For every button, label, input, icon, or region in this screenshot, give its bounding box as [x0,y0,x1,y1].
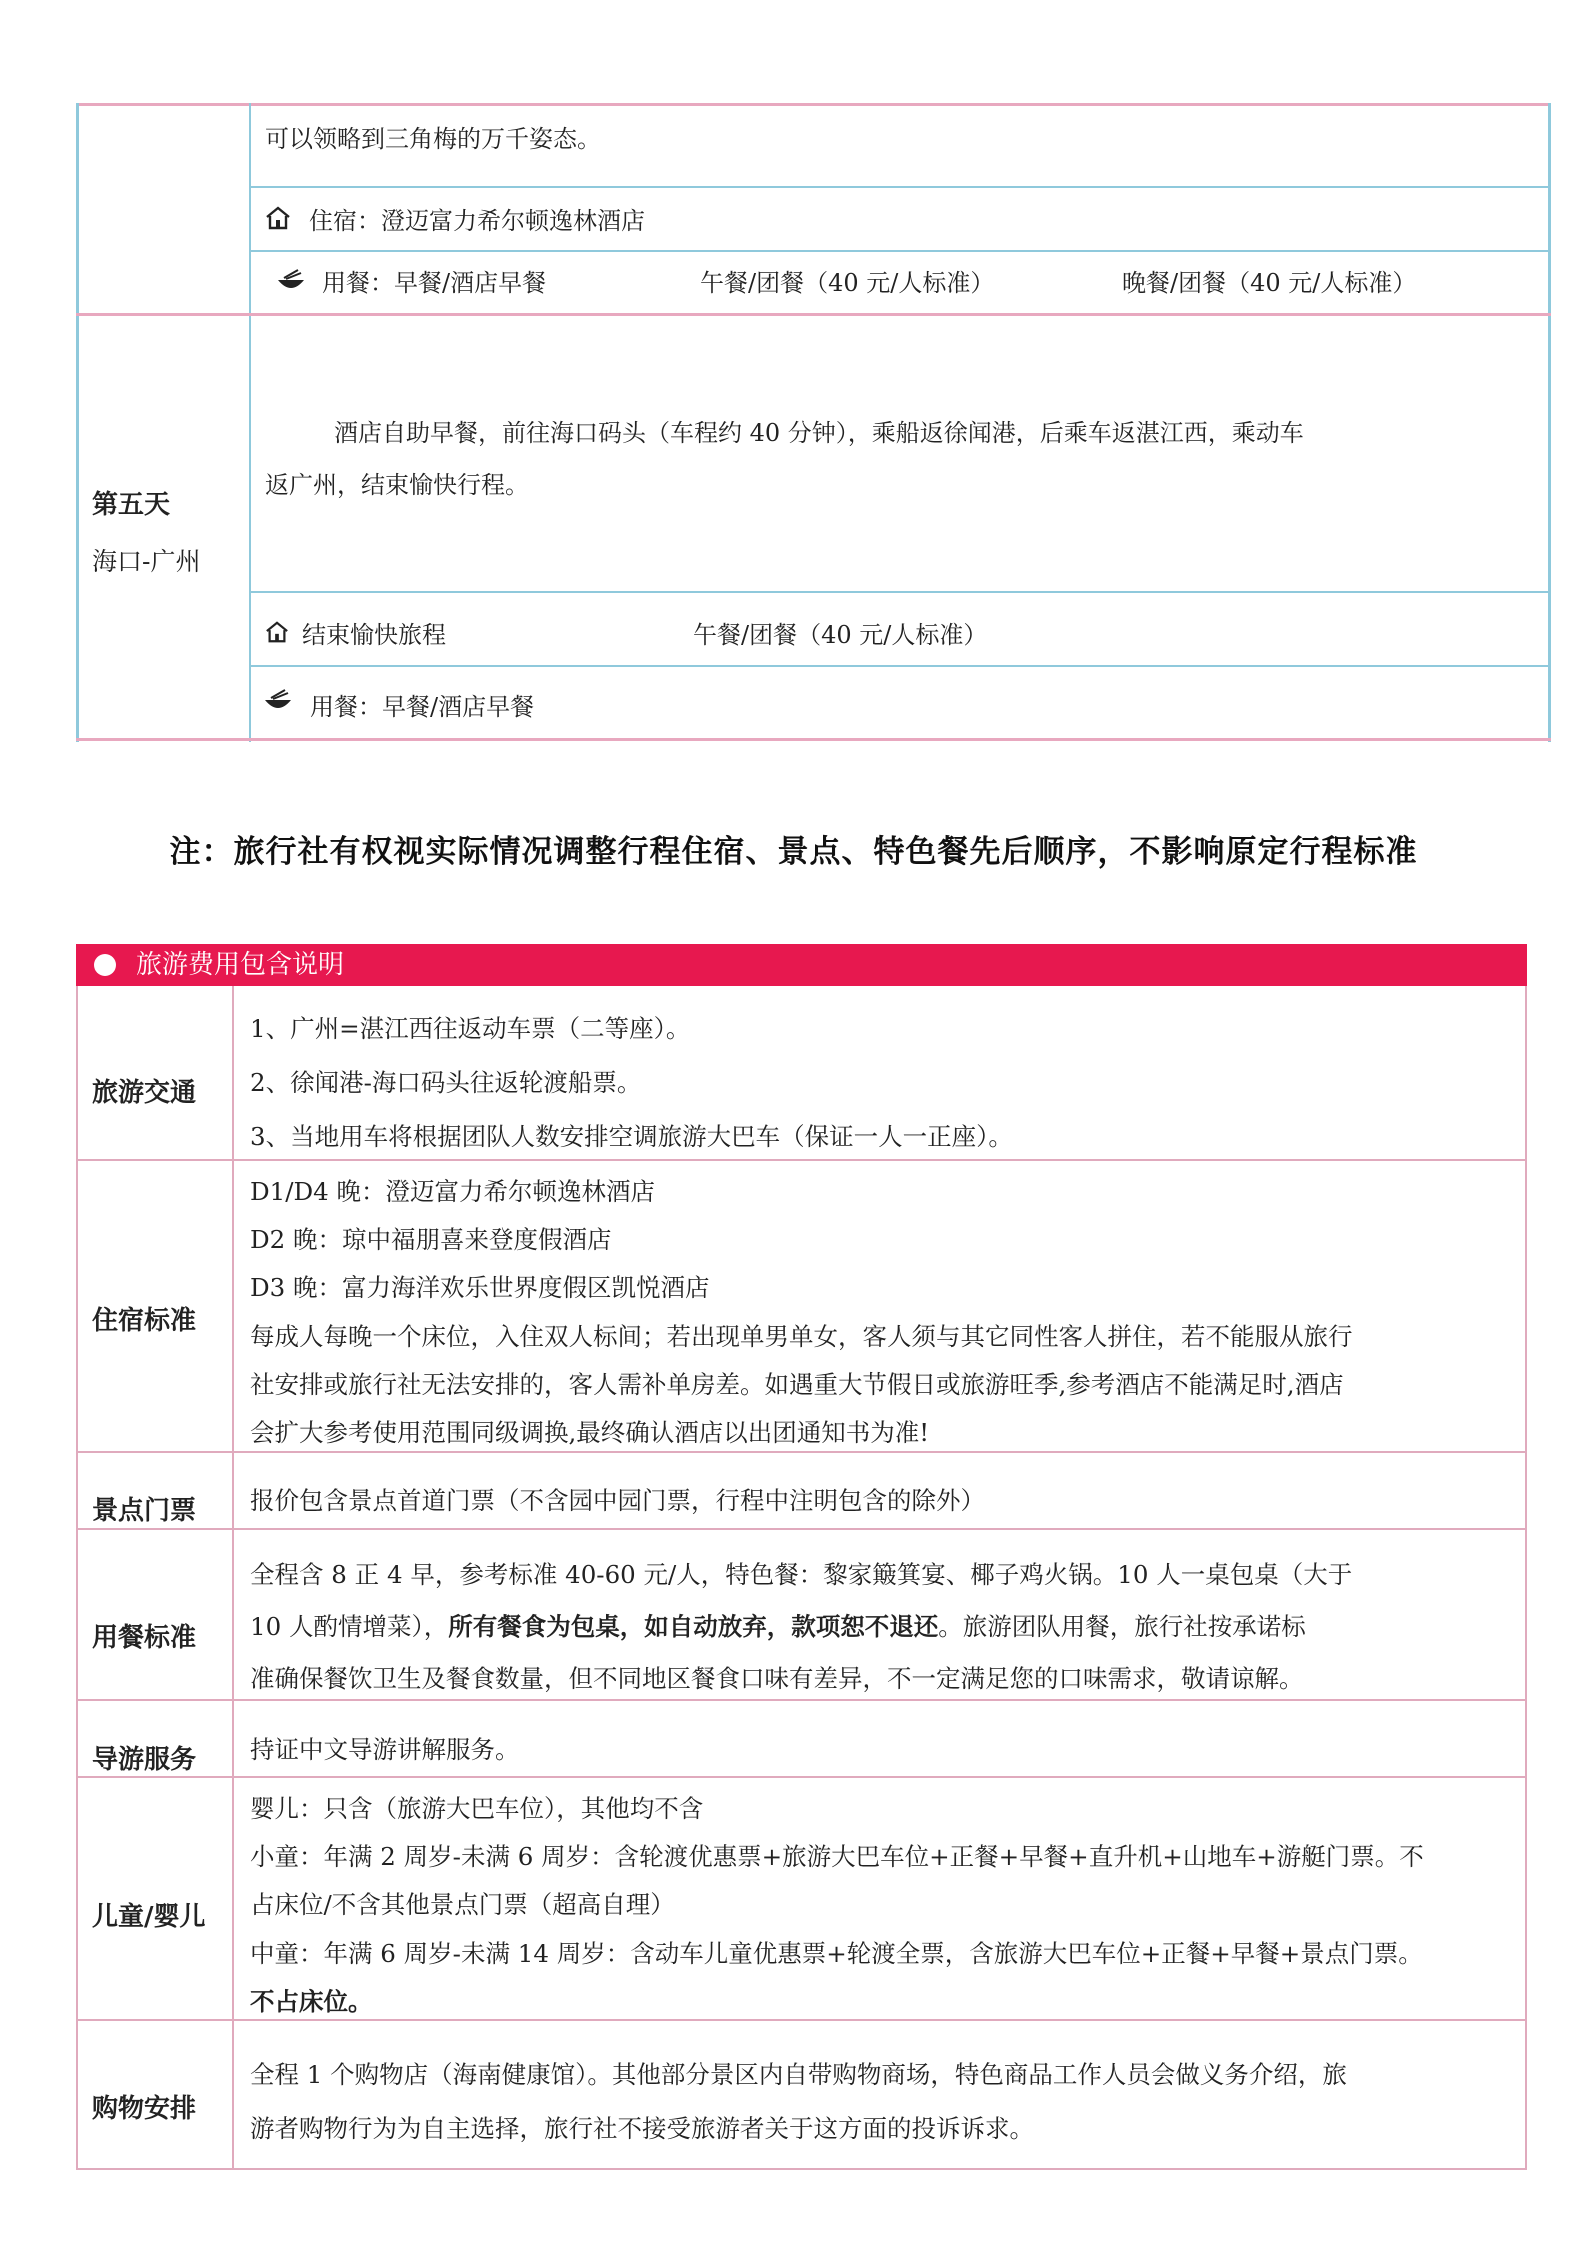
tickets-text: 报价包含景点首道门票（不含园中园门票，行程中注明包含的除外） [250,1486,985,1515]
home-icon [265,620,289,644]
day5-meals: 用餐：早餐/酒店早餐 [310,693,535,721]
bullet-dot-icon [94,954,116,976]
fees-header-title: 旅游费用包含说明 [136,950,345,980]
fees-row-line [76,1451,1527,1453]
fees-row-line [76,1776,1527,1778]
meals-line3: 准确保餐饮卫生及餐食数量，但不同地区餐食口味有差异，不一定满足您的口味需求，敬请谅解。 [250,1664,1304,1693]
meals-line2-a: 10 人酌情增菜）， [250,1612,449,1641]
guide-label: 导游服务 [92,1745,197,1775]
tickets-label: 景点门票 [92,1496,197,1526]
itinerary-left-border [76,103,79,742]
fees-row-line [76,2019,1527,2021]
children-label: 儿童/婴儿 [92,1902,206,1932]
children-bold-line: 不占床位。 [250,1987,373,2016]
day5-label: 第五天 [92,490,171,520]
lodging-line: D1/D4 晚：澄迈富力希尔顿逸林酒店 [250,1177,656,1206]
day5-end-text: 结束愉快旅程 [302,621,446,649]
row-line [249,250,1549,252]
meal-lunch: 午餐/团餐（40 元/人标准） [700,269,995,297]
itinerary-bottom-border [76,738,1551,741]
meals-line2 [250,1610,1306,1644]
continuation-text: 可以领略到三角梅的万千姿态。 [265,125,601,153]
fees-bottom-border [76,2168,1527,2170]
fees-col-divider [232,986,234,2170]
lodging-line: 每成人每晚一个床位，入住双人标间；若出现单男单女，客人须与其它同性客人拼住，若不能服从旅行 [250,1322,1353,1351]
meals-line2-bold: 所有餐食为包桌，如自动放弃，款项恕不退还 [448,1612,939,1641]
day5-description-line2: 返广州，结束愉快行程。 [265,471,529,499]
row-line [249,591,1549,593]
fees-row-line [76,1699,1527,1701]
meals-line2-c: 。旅游团队用餐，旅行社按承诺标 [938,1612,1306,1641]
day5-route: 海口-广州 [92,547,201,576]
fees-header [76,944,1527,986]
itinerary-day-divider [76,313,1551,316]
fees-left-border [76,986,78,2170]
meal-breakfast: 用餐：早餐/酒店早餐 [322,269,547,297]
row-line [249,665,1549,667]
children-line: 小童：年满 2 周岁-未满 6 周岁：含轮渡优惠票+旅游大巴车位+正餐+早餐+直升机+山地车+游艇门票。不 [250,1842,1424,1871]
lodging-label: 住宿标准 [92,1306,197,1336]
bowl-icon [263,688,293,714]
itinerary-note: 注：旅行社有权视实际情况调整行程住宿、景点、特色餐先后顺序，不影响原定行程标准 [169,834,1418,870]
bowl-icon [276,268,306,294]
meals-label: 用餐标准 [92,1623,197,1653]
fees-row-line [76,1528,1527,1530]
lodging-line: D3 晚：富力海洋欢乐世界度假区凯悦酒店 [250,1273,710,1302]
fees-right-border [1525,986,1527,2170]
transport-line: 2、徐闻港-海口码头往返轮渡船票。 [250,1068,642,1097]
transport-line: 1、广州=湛江西往返动车票（二等座）。 [250,1014,691,1043]
lodging-line: 会扩大参考使用范围同级调换,最终确认酒店以出团通知书为准! [250,1418,930,1447]
children-line: 中童：年满 6 周岁-未满 14 周岁：含动车儿童优惠票+轮渡全票，含旅游大巴车位+正餐+早餐+景点门票。 [250,1939,1423,1968]
children-line: 占床位/不含其他景点门票（超高自理） [250,1890,675,1919]
lodging-text: 住宿：澄迈富力希尔顿逸林酒店 [309,207,645,235]
shopping-label: 购物安排 [92,2094,197,2124]
fees-row-line [76,1159,1527,1161]
lodging-line: 社安排或旅行社无法安排的，客人需补单房差。如遇重大节假日或旅游旺季,参考酒店不能满足时,酒店 [250,1370,1344,1399]
row-line [249,186,1549,188]
transport-label: 旅游交通 [92,1078,197,1108]
guide-text: 持证中文导游讲解服务。 [250,1735,520,1764]
lodging-line: D2 晚：琼中福朋喜来登度假酒店 [250,1225,612,1254]
itinerary-col-divider [249,103,251,742]
shopping-line: 游者购物行为为自主选择，旅行社不接受旅游者关于这方面的投诉诉求。 [250,2114,1034,2143]
day5-end-lunch: 午餐/团餐（40 元/人标准） [693,621,988,649]
meal-dinner: 晚餐/团餐（40 元/人标准） [1122,269,1417,297]
itinerary-right-border [1548,103,1551,742]
day5-description-line1: 酒店自助早餐，前往海口码头（车程约 40 分钟），乘船返徐闻港，后乘车返湛江西，乘动车 [334,419,1304,447]
meals-line1: 全程含 8 正 4 早，参考标准 40-60 元/人，特色餐：黎家簸箕宴、椰子鸡火锅。10 人一桌包桌（大于 [250,1560,1353,1589]
shopping-line: 全程 1 个购物店（海南健康馆）。其他部分景区内自带购物商场，特色商品工作人员会做义务介绍，旅 [250,2060,1347,2089]
itinerary-top-border [76,103,1551,106]
transport-line: 3、当地用车将根据团队人数安排空调旅游大巴车（保证一人一正座）。 [250,1122,1013,1151]
home-icon [265,205,291,231]
children-line: 婴儿：只含（旅游大巴车位），其他均不含 [250,1794,704,1823]
